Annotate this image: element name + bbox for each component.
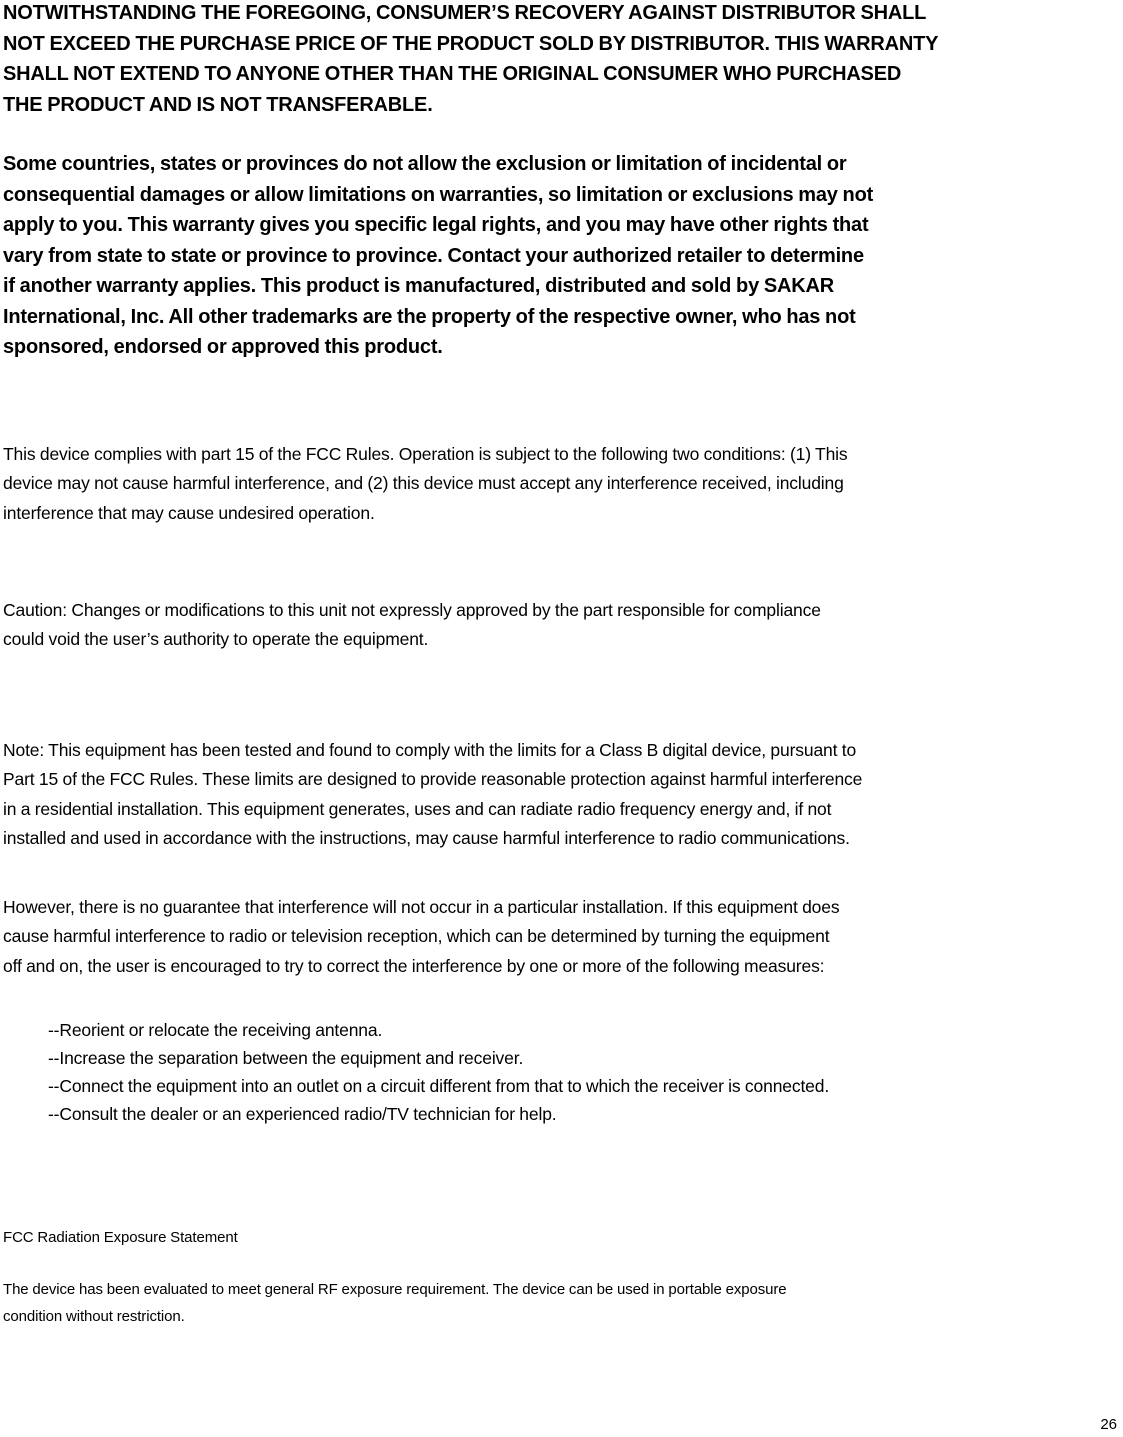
text-line: Caution: Changes or modifications to this unit not expressly approved by the part responsible for compliance — [3, 600, 821, 620]
text-line: device may not cause harmful interference, and (2) this device must accept any interference received, including — [3, 473, 844, 494]
list-item: --Connect the equipment into an outlet on a circuit different from that to which the receiver is connected. — [48, 1076, 830, 1096]
list-item: --Reorient or relocate the receiving antenna. — [48, 1020, 383, 1040]
list-item: --Increase the separation between the equipment and receiver. — [48, 1048, 524, 1068]
text-line: apply to you. This warranty gives you specific legal rights, and you may have other rights that — [3, 214, 869, 236]
text-line: International, Inc. All other trademarks are the property of the respective owner, who has not — [3, 305, 856, 328]
text-line: vary from state to state or province to province. Contact your authorized retailer to determine — [3, 244, 864, 267]
warranty-limitation-paragraph — [3, 0, 938, 120]
text-line: Part 15 of the FCC Rules. These limits are designed to provide reasonable protection against harmful interference — [3, 769, 863, 790]
text-line: This device complies with part 15 of the FCC Rules. Operation is subject to the following two conditions: (1) This — [3, 444, 848, 464]
note-paragraph — [3, 736, 862, 853]
section-heading: FCC Radiation Exposure Statement — [3, 1229, 238, 1246]
text-line: SHALL NOT EXTEND TO ANYONE OTHER THAN THE ORIGINAL CONSUMER WHO PURCHASED — [3, 63, 902, 85]
text-line: NOTWITHSTANDING THE FOREGOING, CONSUMER’S RECOVERY AGAINST DISTRIBUTOR SHALL — [3, 2, 927, 24]
interference-paragraph — [3, 893, 839, 981]
legal-rights-paragraph — [3, 149, 873, 363]
page-number: 26 — [1100, 1416, 1117, 1433]
text-line: if another warranty applies. This product is manufactured, distributed and sold by SAKAR — [3, 275, 834, 297]
text-line: in a residential installation. This equipment generates, uses and can radiate radio frequency energy and, if not — [3, 798, 832, 819]
text-line: However, there is no guarantee that interference will not occur in a particular installation. If this equipment does — [3, 897, 840, 917]
text-line: Note: This equipment has been tested and found to comply with the limits for a Class B digital device, pursuant to — [3, 740, 857, 760]
text-line: could void the user’s authority to operate the equipment. — [3, 629, 429, 650]
text-line: consequential damages or allow limitations on warranties, so limitation or exclusions may not — [3, 183, 874, 206]
radiation-heading — [3, 1224, 238, 1251]
text-line: interference that may cause undesired operation. — [3, 502, 375, 523]
fcc-compliance-paragraph — [3, 440, 848, 528]
text-line: cause harmful interference to radio or television reception, which can be determined by turning the equipment — [3, 926, 830, 947]
text-line: NOT EXCEED THE PURCHASE PRICE OF THE PRODUCT SOLD BY DISTRIBUTOR. THIS WARRANTY — [3, 32, 939, 55]
list-item: --Consult the dealer or an experienced radio/TV technician for help. — [48, 1104, 557, 1124]
text-line: installed and used in accordance with the instructions, may cause harmful interference to radio communications. — [3, 827, 850, 848]
caution-paragraph — [3, 596, 821, 655]
measures-list — [48, 1016, 829, 1128]
text-line: Some countries, states or provinces do not allow the exclusion or limitation of incidental or — [3, 153, 847, 175]
text-line: off and on, the user is encouraged to try to correct the interference by one or more of the following measures: — [3, 955, 825, 976]
text-line: THE PRODUCT AND IS NOT TRANSFERABLE. — [3, 93, 433, 116]
text-line: condition without restriction. — [3, 1308, 185, 1325]
text-line: sponsored, endorsed or approved this product. — [3, 336, 443, 358]
radiation-paragraph — [3, 1276, 787, 1330]
text-line: The device has been evaluated to meet general RF exposure requirement. The device can be used in portable exposure — [3, 1281, 787, 1298]
